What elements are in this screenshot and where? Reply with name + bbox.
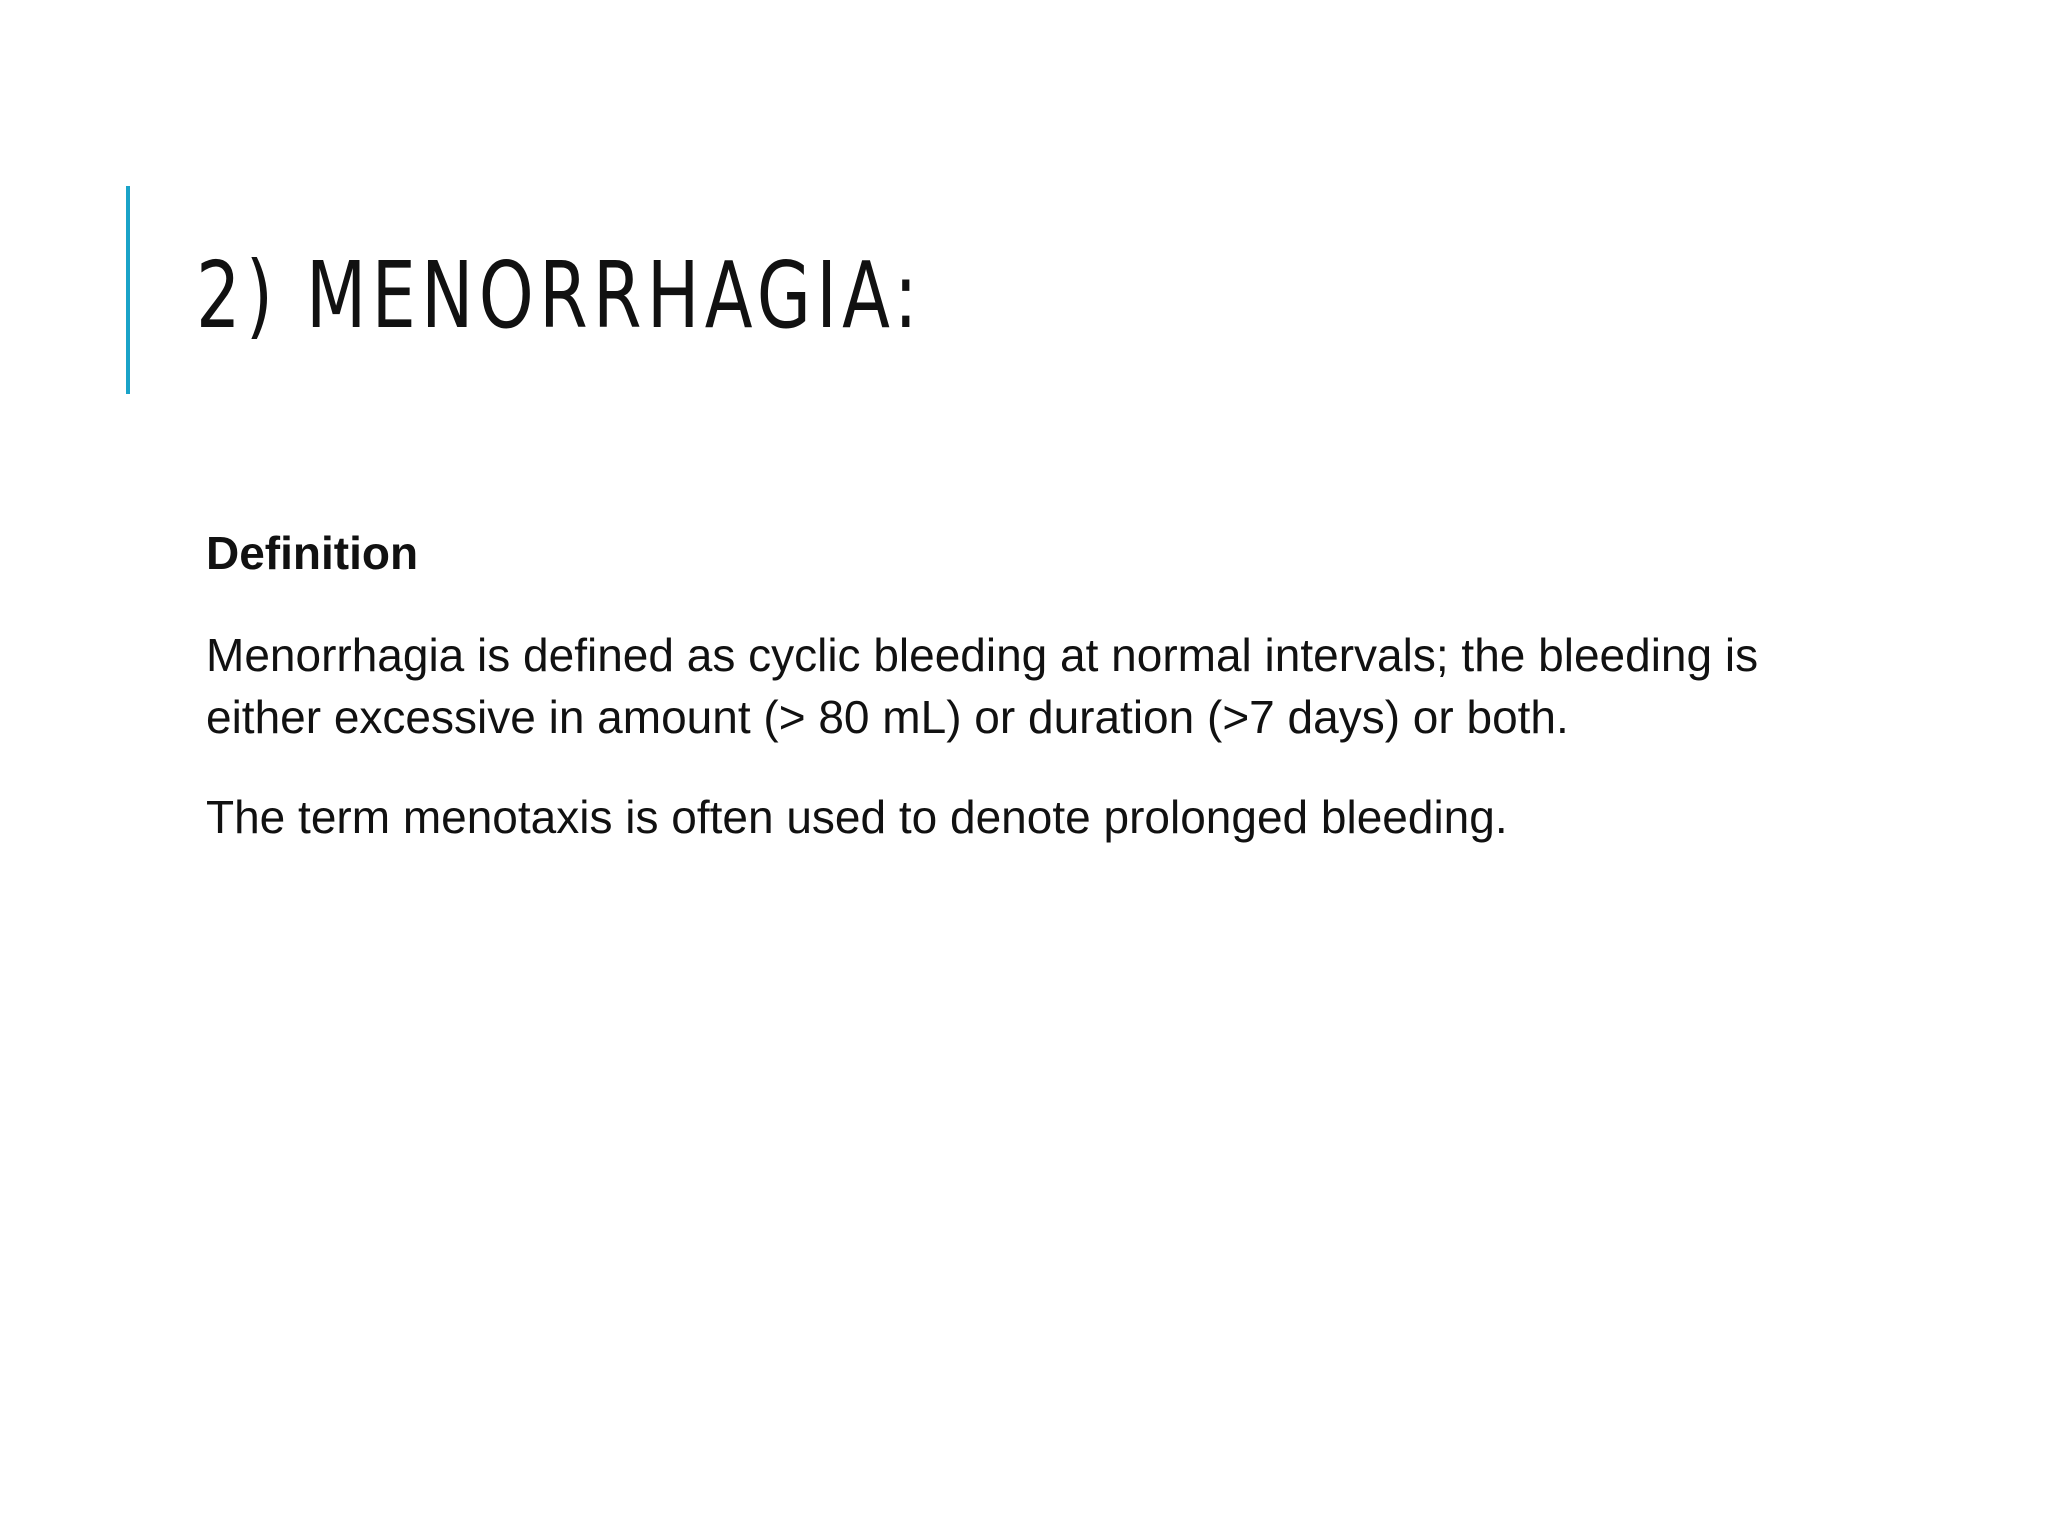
title-accent-bar <box>126 186 130 394</box>
menotaxis-paragraph: The term menotaxis is often used to denote prolonged bleeding. <box>206 791 1508 843</box>
definition-heading: Definition <box>206 527 419 579</box>
definition-paragraph: Menorrhagia is defined as cyclic bleeding at normal intervals; the bleeding is either excessive in amount (> 80 mL) or duration (>7 days) or both. <box>206 629 1759 743</box>
slide-title: 2) MENORRHAGIA: <box>196 242 923 349</box>
slide-body <box>206 522 1766 848</box>
